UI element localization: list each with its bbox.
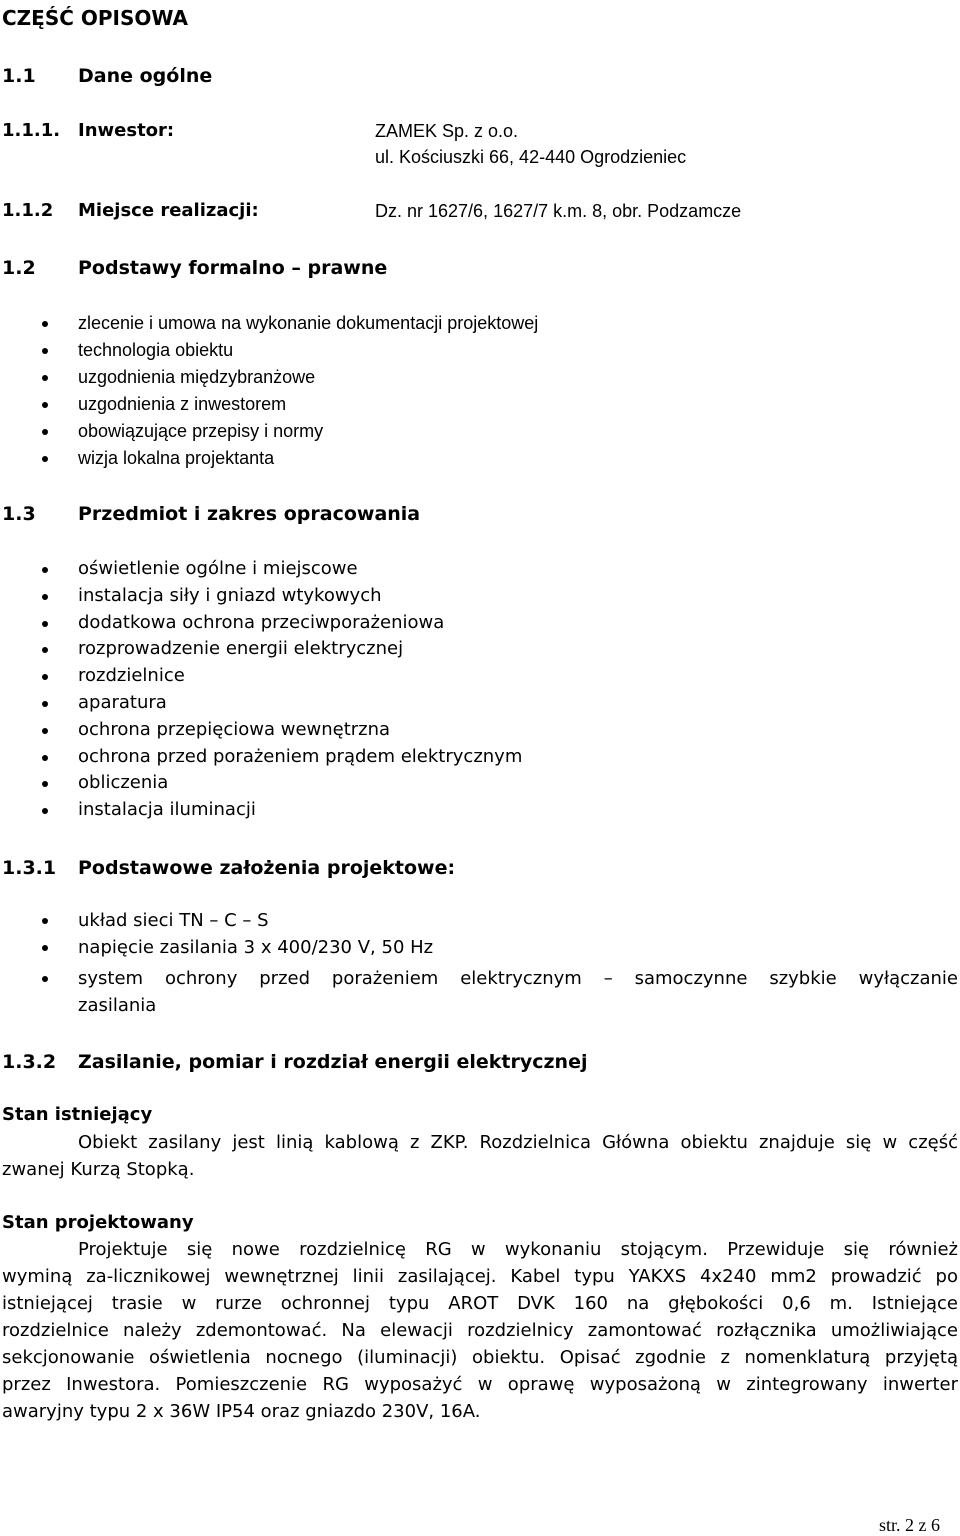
section-number: 1.1.1. bbox=[2, 120, 61, 141]
location-value: Dz. nr 1627/6, 1627/7 k.m. 8, obr. Podzamcze bbox=[375, 201, 742, 221]
list-item: dodatkowa ochrona przeciwporażeniowa bbox=[0, 610, 958, 637]
list-item: ochrona przepięciowa wewnętrzna bbox=[0, 717, 958, 744]
section-number: 1.3 bbox=[2, 503, 36, 525]
list-item: instalacja siły i gniazd wtykowych bbox=[0, 583, 958, 610]
list-item: aparatura bbox=[0, 690, 958, 717]
list-item: ochrona przed porażeniem prądem elektrycznym bbox=[0, 744, 958, 771]
list-item: oświetlenie ogólne i miejscowe bbox=[0, 556, 958, 583]
section-1-3-heading bbox=[2, 502, 420, 526]
list-item-line: zasilania bbox=[78, 995, 157, 1016]
section-label: Podstawowe założenia projektowe: bbox=[78, 857, 456, 879]
paragraph-line: wyminą za-licznikowej wewnętrznej linii zasilającej. Kabel typu YAKXS 4x240 mm2 prowadzić po bbox=[2, 1266, 958, 1287]
formal-basis-list bbox=[0, 310, 958, 472]
paragraph-line: sekcjonowanie oświetlenia nocnego (iluminacji) obiektu. Opisać zgodnie z nomenklaturą przyjętą bbox=[2, 1347, 958, 1368]
paragraph-line: przez Inwestora. Pomieszczenie RG wyposażyć w oprawę wyposażoną w zintegrowany inwerter bbox=[2, 1374, 958, 1395]
designed-state-heading: Stan projektowany bbox=[2, 1212, 194, 1233]
section-label: Podstawy formalno – prawne bbox=[78, 257, 388, 279]
existing-state-paragraph bbox=[2, 1129, 958, 1183]
section-number: 1.3.2 bbox=[2, 1051, 57, 1073]
list-item: wizja lokalna projektanta bbox=[0, 445, 958, 472]
list-item: uzgodnienia międzybranżowe bbox=[0, 364, 958, 391]
list-item bbox=[0, 965, 958, 1019]
page-number: str. 2 z 6 bbox=[879, 1515, 940, 1535]
document-title: CZĘŚĆ OPISOWA bbox=[2, 6, 189, 30]
list-item: obowiązujące przepisy i normy bbox=[0, 418, 958, 445]
list-item: technologia obiektu bbox=[0, 337, 958, 364]
list-item: obliczenia bbox=[0, 770, 958, 797]
section-number: 1.1.2 bbox=[2, 200, 54, 221]
list-item: rozprowadzenie energii elektrycznej bbox=[0, 636, 958, 663]
paragraph-line: istniejącej trasie w rurze ochronnej typu AROT DVK 160 na głębokości 0,6 m. Istniejące bbox=[2, 1293, 958, 1314]
section-label: Dane ogólne bbox=[78, 65, 213, 87]
investor-name: ZAMEK Sp. z o.o. bbox=[375, 121, 519, 141]
paragraph-line: awaryjny typu 2 x 36W IP54 oraz gniazdo 230V, 16A. bbox=[2, 1401, 481, 1422]
section-number: 1.3.1 bbox=[2, 857, 57, 879]
list-item: układ sieci TN – C – S bbox=[0, 907, 958, 934]
section-1-3-2-heading bbox=[2, 1050, 587, 1074]
paragraph-line: Projektuje się nowe rozdzielnicę RG w wykonaniu stojącym. Przewiduje się również bbox=[78, 1239, 958, 1260]
section-label: Zasilanie, pomiar i rozdział energii elektrycznej bbox=[78, 1051, 588, 1073]
paragraph-line: rozdzielnice należy zdemontować. Na elewacji rozdzielnicy zamontować rozłącznika umożliwiające bbox=[2, 1320, 958, 1341]
list-item-line: system ochrony przed porażeniem elektrycznym – samoczynne szybkie wyłączanie bbox=[78, 968, 958, 989]
section-number: 1.1 bbox=[2, 65, 36, 87]
investor-address: ul. Kościuszki 66, 42-440 Ogrodzieniec bbox=[375, 147, 687, 167]
paragraph-line: Obiekt zasilany jest linią kablową z ZKP. Rozdzielnica Główna obiektu znajduje się w część bbox=[78, 1132, 958, 1153]
list-item: instalacja iluminacji bbox=[0, 797, 958, 824]
investor-label bbox=[2, 120, 174, 142]
existing-state-heading: Stan istniejący bbox=[2, 1104, 153, 1125]
list-item: rozdzielnice bbox=[0, 663, 958, 690]
paragraph-line: zwanej Kurzą Stopką. bbox=[2, 1159, 195, 1180]
section-label: Przedmiot i zakres opracowania bbox=[78, 503, 421, 525]
designed-state-paragraph bbox=[2, 1236, 958, 1425]
list-item: napięcie zasilania 3 x 400/230 V, 50 Hz bbox=[0, 934, 958, 961]
label-text: Inwestor: bbox=[78, 120, 175, 141]
section-1-1-heading bbox=[2, 64, 212, 88]
scope-list bbox=[0, 556, 958, 824]
design-assumptions-list bbox=[0, 907, 958, 1019]
list-item: zlecenie i umowa na wykonanie dokumentacji projektowej bbox=[0, 310, 958, 337]
section-number: 1.2 bbox=[2, 257, 36, 279]
section-1-2-heading bbox=[2, 256, 387, 280]
section-1-3-1-heading bbox=[2, 856, 455, 880]
label-text: Miejsce realizacji: bbox=[78, 200, 259, 221]
location-label bbox=[2, 200, 259, 222]
list-item: uzgodnienia z inwestorem bbox=[0, 391, 958, 418]
